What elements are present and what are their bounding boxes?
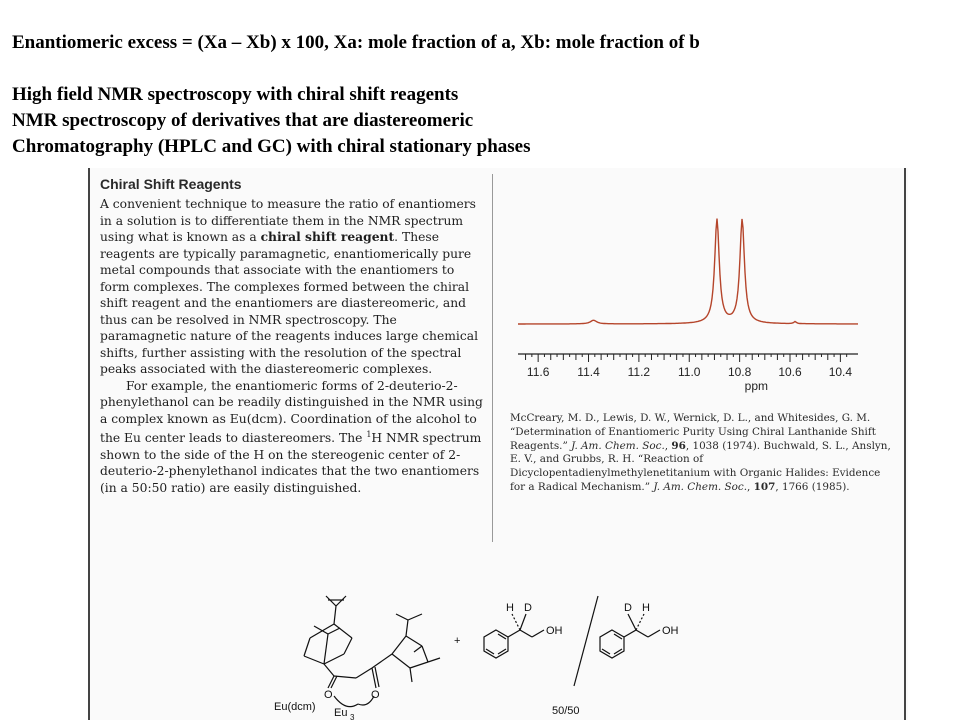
box-paragraph-2: For example, the enantiomeric forms of 2-deuterio-2-phenylethanol can be readily distinguished in the NMR using a complex known as Eu(dcm). Coordination of the alcohol to the Eu center leads to diastereomers. The $^1$H NMR spectrum shown to the side of the H on the stereogenic center of 2-deuterio-2-phenylethanol indicates that the two enantiomers (in a 50:50 ratio) are easily distinguished. <box>100 378 483 495</box>
eu-dcm-label: Eu(dcm) <box>274 701 316 713</box>
oxygen-label: O <box>371 689 380 701</box>
europium-count-label: 3 <box>350 713 355 720</box>
oxygen-label: O <box>324 689 333 701</box>
axis-unit-label: ppm <box>744 379 769 393</box>
axis-tick-label: 10.8 <box>727 365 752 379</box>
axis-tick-label: 11.0 <box>678 365 701 379</box>
textbook-excerpt-image <box>88 168 908 720</box>
phenylethanol-enantiomer-2 <box>600 614 660 658</box>
hydrogen-label: H <box>506 602 514 614</box>
box-title: Chiral Shift Reagents <box>100 176 242 192</box>
hydrogen-label: H <box>642 602 650 614</box>
method-derivative-nmr: NMR spectroscopy of derivatives that are diastereomeric <box>12 110 474 131</box>
deuterium-label: D <box>524 602 532 614</box>
axis-tick-label: 11.2 <box>627 365 651 379</box>
ratio-label: 50/50 <box>552 705 580 717</box>
axis-tick-label: 11.4 <box>577 365 600 379</box>
hydroxyl-label: OH <box>546 625 563 637</box>
citation: McCreary, M. D., Lewis, D. W., Wernick, D. L., and Whitesides, G. M. “Determination of Enantiomeric Purity Using Chiral Lanthanide Shift Reagents.” J. Am. Chem. Soc., 96, 1038 (1974). Buchwald, S. L., Anslyn, E. V., and Grubbs, R. H. “Reaction of Dicyclopentadienylmethylenetitanium with Organic Halides: Evidence for a Radical Mechanism.” J. Am. Chem. Soc., 107, 1766 (1985). <box>510 412 891 493</box>
slash-divider <box>574 596 598 686</box>
deuterium-label: D <box>624 602 632 614</box>
axis-tick-label: 11.6 <box>526 365 550 379</box>
enantiomeric-excess-definition: Enantiomeric excess = (Xa – Xb) x 100, Xa: mole fraction of a, Xb: mole fraction of b <box>12 32 700 53</box>
axis-tick-label: 10.4 <box>828 365 853 379</box>
plus-sign: + <box>454 635 461 647</box>
box-paragraph-1: A convenient technique to measure the ratio of enantiomers in a solution is to differentiate them in the NMR spectrum using what is known as a chiral shift reagent. These reagents are typically paramagnetic, enantiomerically pure metal compounds that associate with the enantiomers to form complexes. The complexes formed between the chiral shift reagent and the enantiomers are diastereomeric, and thus can be resolved in NMR spectroscopy. The paramagnetic nature of the reagents induces large chemical shifts, further assisting with the resolution of the spectral peaks associated with the diastereomeric complexes. <box>100 197 479 376</box>
method-chiral-shift-nmr: High field NMR spectroscopy with chiral shift reagents <box>12 84 459 105</box>
europium-atom-label: Eu <box>334 707 348 719</box>
method-chiral-chromatography: Chromatography (HPLC and GC) with chiral stationary phases <box>12 136 531 157</box>
phenylethanol-enantiomer-1 <box>484 614 544 658</box>
hydroxyl-label: OH <box>662 625 679 637</box>
reaction-scheme <box>88 168 908 720</box>
axis-tick-label: 10.6 <box>778 365 802 379</box>
